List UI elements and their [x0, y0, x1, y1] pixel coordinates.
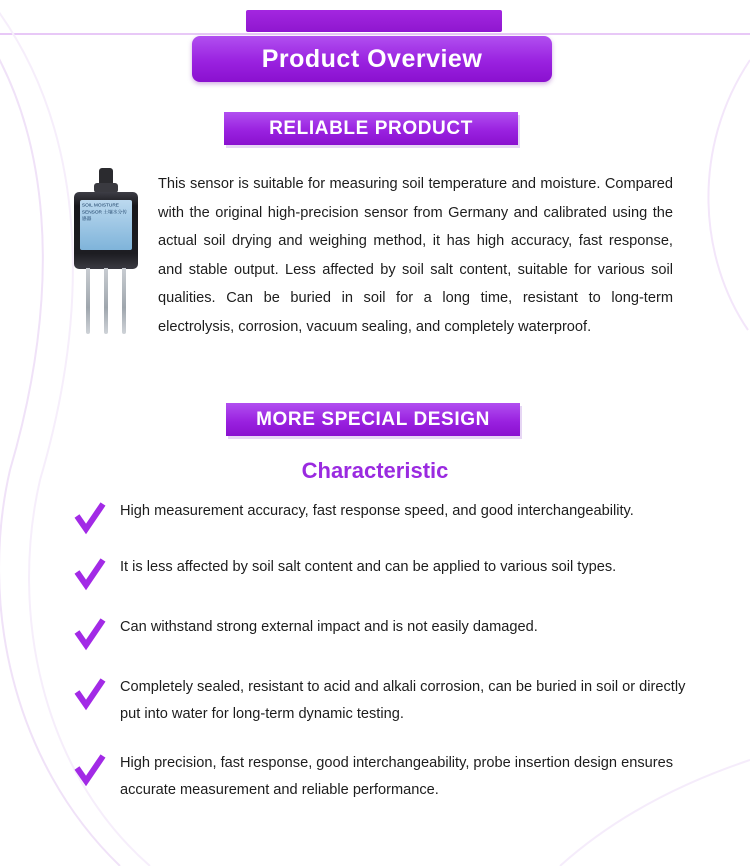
section-ribbon-more-special-design — [226, 403, 520, 436]
section-ribbon-reliable-product — [224, 112, 518, 145]
list-item — [74, 614, 694, 648]
list-item-label: It is less affected by soil salt content and can be applied to various soil types. — [120, 559, 617, 575]
list-item-label: High precision, fast response, good interchangeability, probe insertion design ensures accurate measurement and reliable performance. — [120, 755, 674, 798]
check-icon — [74, 678, 106, 712]
check-icon — [74, 558, 106, 592]
soil-sensor-image — [72, 168, 142, 353]
check-icon — [74, 502, 106, 536]
characteristic-list — [74, 498, 694, 824]
sensor-probe-2 — [104, 268, 108, 334]
check-icon — [74, 754, 106, 788]
list-item — [74, 554, 694, 588]
page-title: Product Overview — [261, 44, 483, 73]
section-ribbon-reliable-product-label: RELIABLE PRODUCT — [269, 117, 473, 139]
list-item — [74, 750, 694, 804]
sensor-label-text: SOIL MOISTURE SENSOR 土壤水分传感器 — [81, 202, 128, 222]
sensor-label — [80, 200, 132, 250]
list-item — [74, 498, 694, 532]
list-item-label: Completely sealed, resistant to acid and alkali corrosion, can be buried in soil or directly put into water for long-term dynamic testing. — [120, 679, 686, 722]
characteristic-subtitle: Characteristic — [301, 458, 449, 483]
page-title-banner — [192, 36, 552, 82]
sensor-probe-3 — [122, 268, 126, 334]
list-item-label: High measurement accuracy, fast response speed, and good interchangeability. — [120, 503, 634, 519]
check-icon — [74, 618, 106, 652]
list-item-label: Can withstand strong external impact and is not easily damaged. — [120, 619, 538, 635]
sensor-probe-1 — [86, 268, 90, 334]
list-item — [74, 674, 694, 728]
reliable-product-block — [0, 168, 750, 368]
section-ribbon-more-special-design-label: MORE SPECIAL DESIGN — [256, 408, 490, 430]
title-accent-bar — [246, 10, 502, 32]
reliable-product-paragraph: This sensor is suitable for measuring soil temperature and moisture. Compared with the original high-precision sensor from Germany and calibrated using the actual soil drying and weighing method, it has high accuracy, fast response, and stable output. Less affected by soil salt content, suitable for various soil qualities. Can be buried in soil for a long time, resistant to long-term electrolysis, corrosion, vacuum sealing, and completely waterproof. — [158, 176, 673, 335]
